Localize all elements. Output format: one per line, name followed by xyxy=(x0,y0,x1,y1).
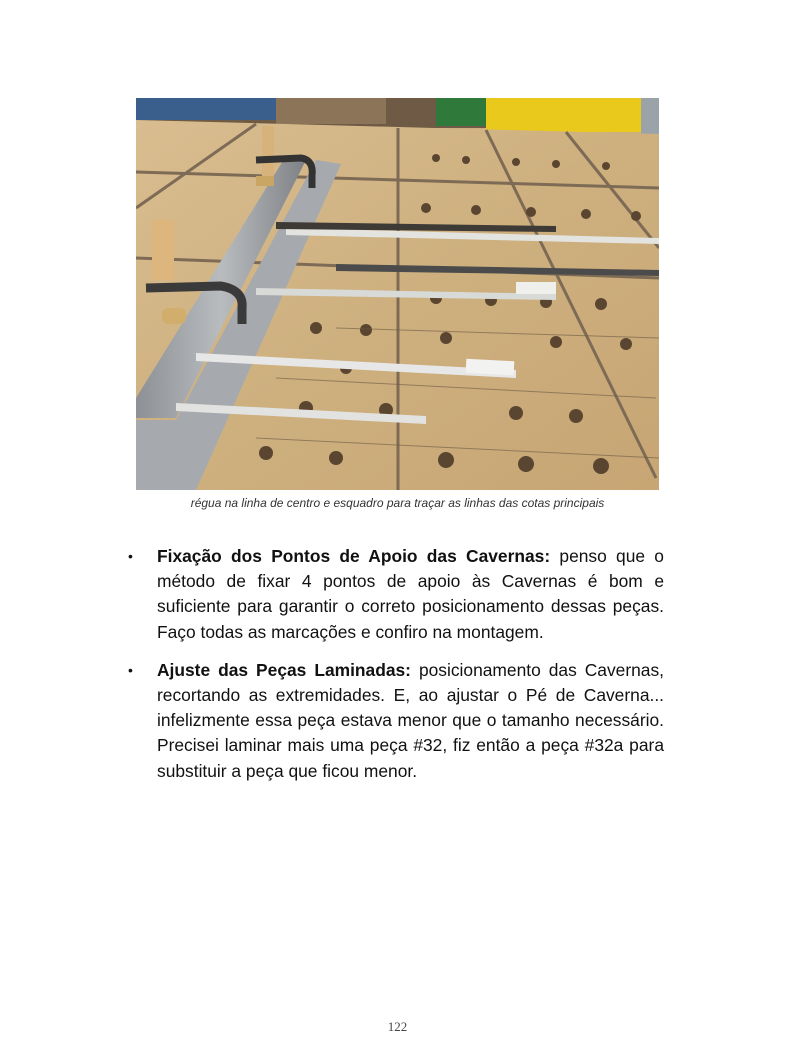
worktable-photo-illustration xyxy=(136,98,659,490)
bullet-list xyxy=(128,544,664,797)
bullet-text: posicionamento das Cavernas, recortando as extremidades. E, ao ajustar o Pé de Caverna... infelizmente essa peça estava menor que o tamanho necessário. Precisei laminar mais uma peça #32, fiz então a peça #32a para substituir a peça que ficou menor. xyxy=(157,659,664,781)
bullet-dot: • xyxy=(128,661,133,678)
bullet-title: Ajuste das Peças Laminadas: xyxy=(157,659,411,680)
list-item xyxy=(128,544,664,645)
page-number: 122 xyxy=(387,1019,408,1034)
worktable-photo xyxy=(136,98,659,490)
bullet-dot: • xyxy=(128,548,133,564)
bullet-text: penso que o método de fixar 4 pontos de apoio às Cavernas é bom e suficiente para garantir o correto posicionamento dessas peças. Faço todas as marcações e confiro na montagem. xyxy=(157,546,664,642)
figure-caption: régua na linha de centro e esquadro para traçar as linhas das cotas principais xyxy=(190,496,605,510)
bullet-title: Fixação dos Pontos de Apoio das Cavernas: xyxy=(157,546,551,566)
list-item xyxy=(128,658,664,784)
